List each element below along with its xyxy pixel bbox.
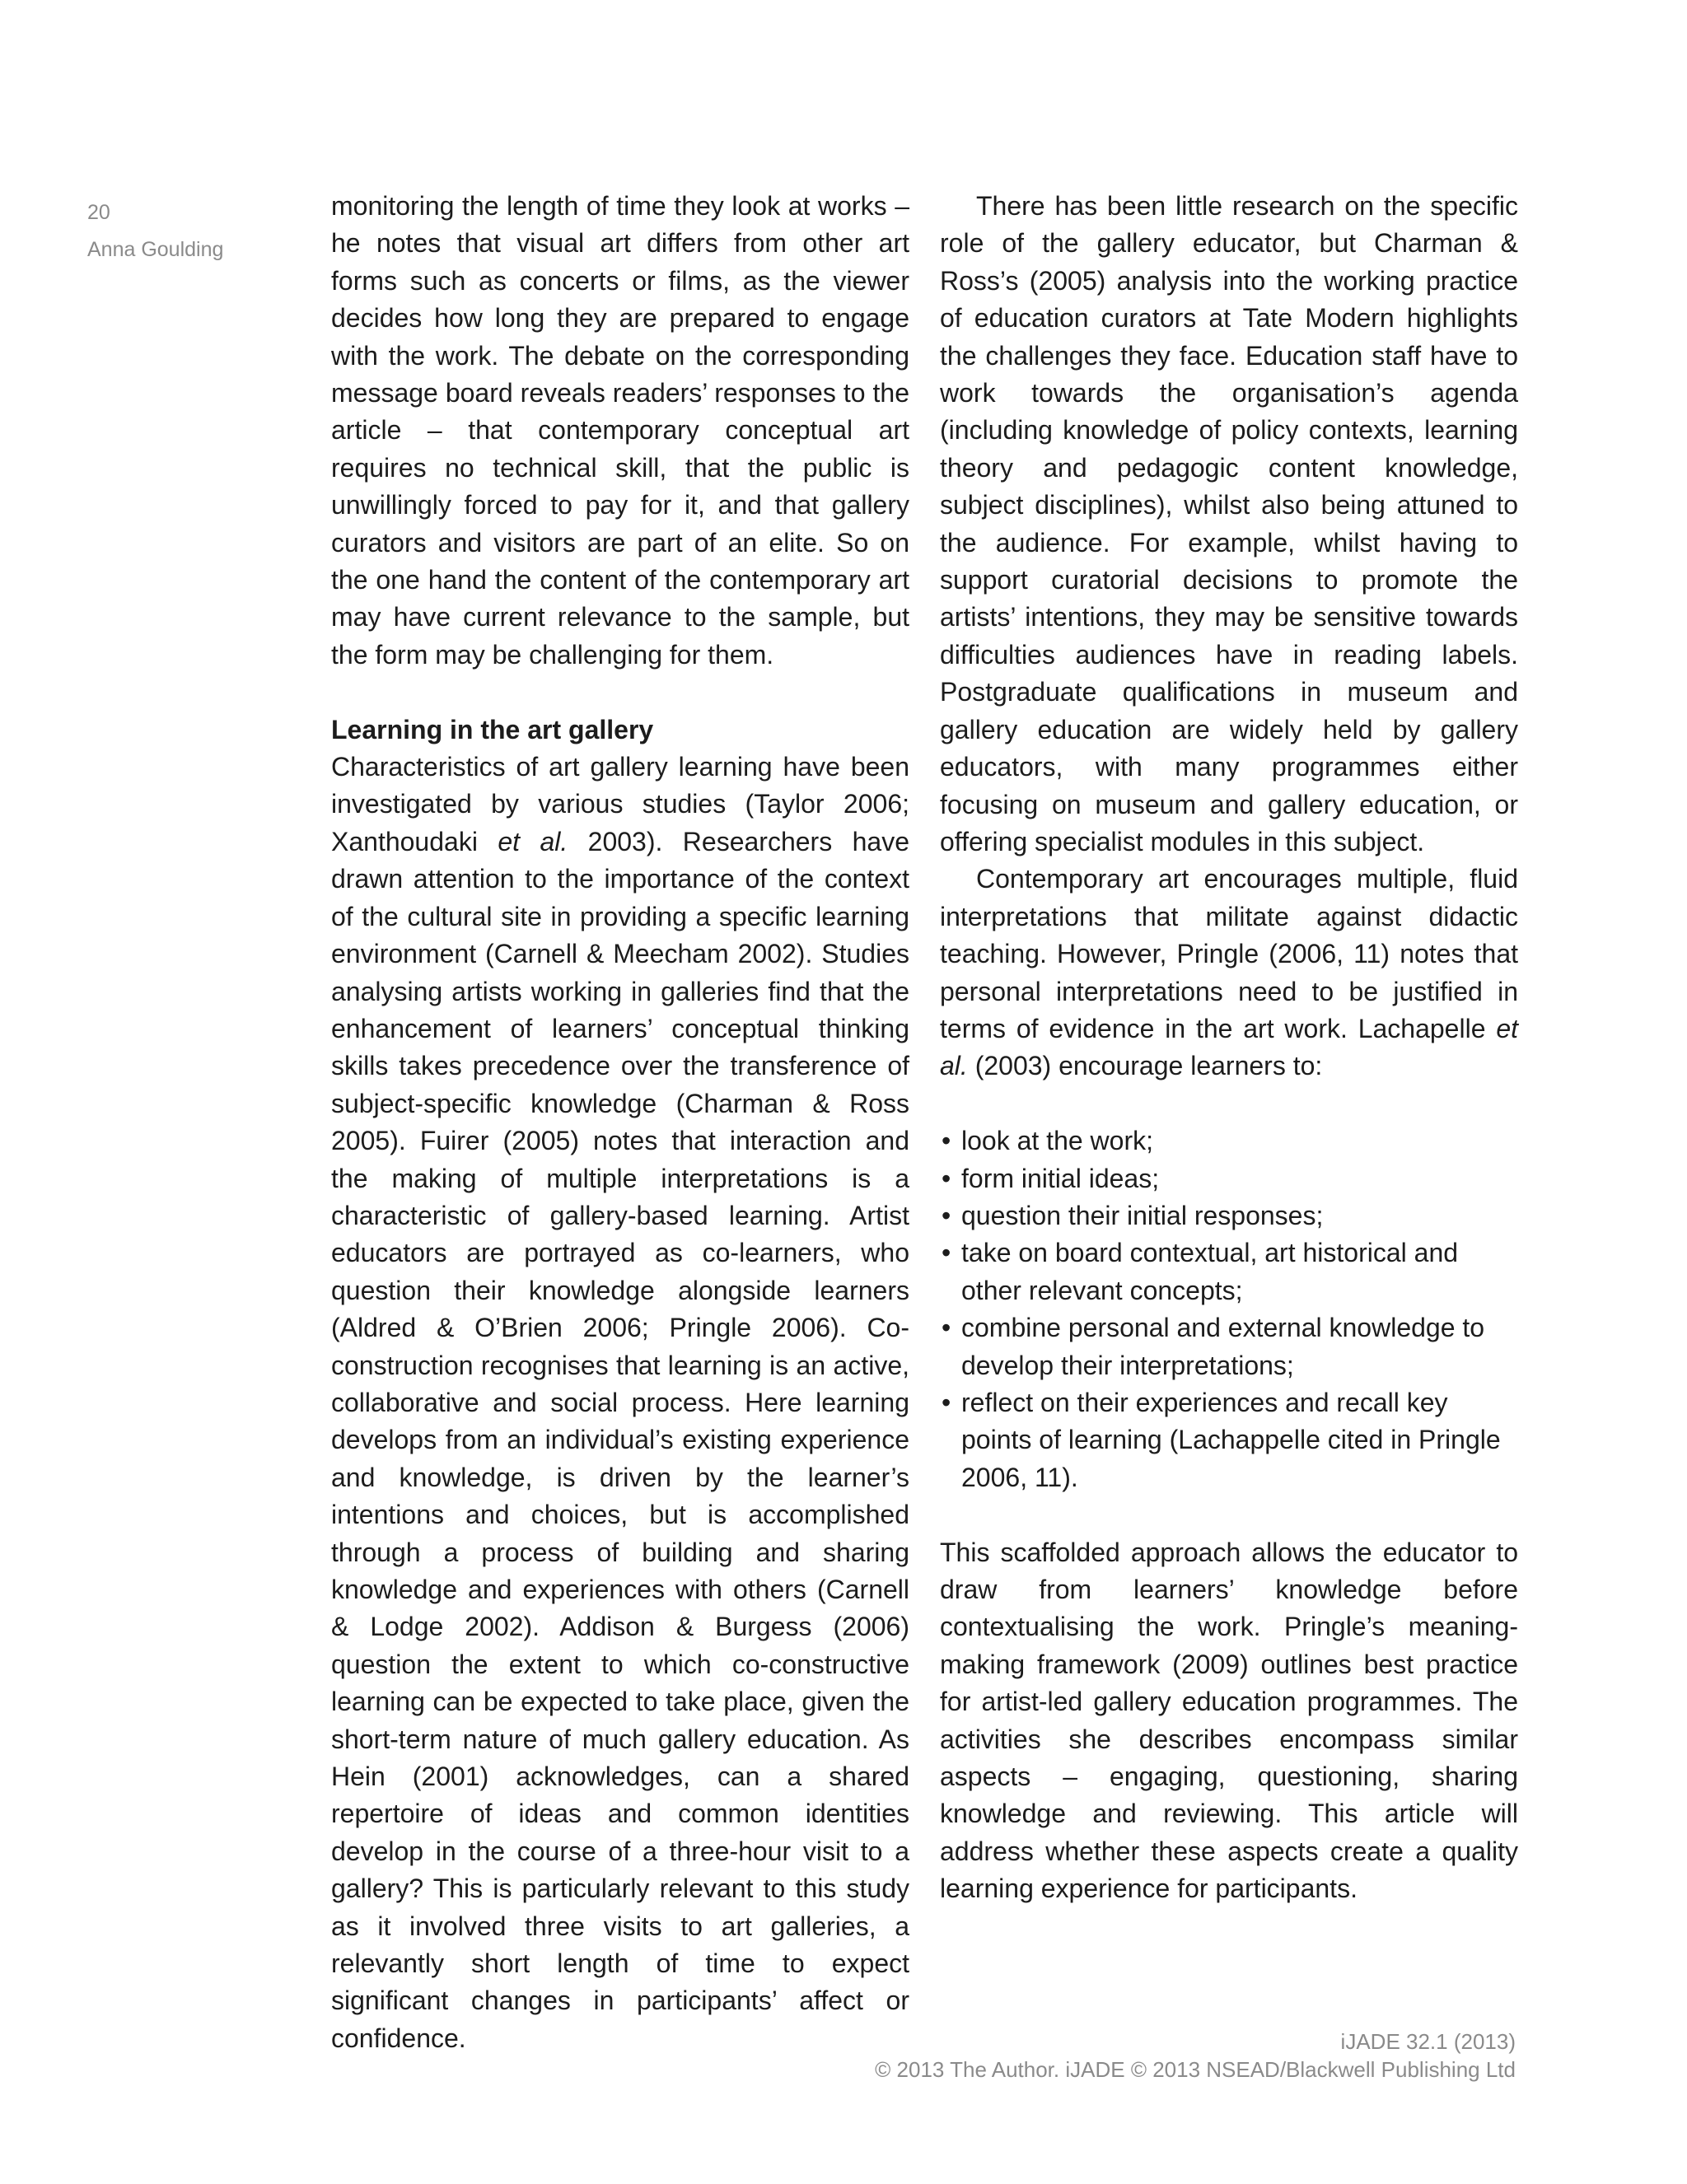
et-al-italic: et al.: [498, 826, 568, 856]
right-paragraph-2: [940, 861, 1518, 1085]
list-item: [940, 1309, 1518, 1384]
running-head: [87, 194, 285, 268]
list-item-text: question their initial responses;: [961, 1200, 1324, 1230]
bullet-icon: •: [942, 1387, 951, 1417]
bullet-icon: •: [942, 1313, 951, 1343]
left-paragraph-2-text-b: 2003). Researchers have drawn attention to the importance of the context of the cultural site in providing a specific learning environment (Carnell & Meecham 2002). Studies analysing artists working in galleries find that the enhancement of learners’ conceptual thinking skills takes precedence over the transference of subject-specific knowledge (Charman & Ross 2005). Fuirer (2005) notes that interaction and the making of multiple interpretations is a characteristic of gallery-based learning. Artist educators are portrayed as co-learners, who question their knowledge alongside learners (Aldred & O’Brien 2006; Pringle 2006). Co-construction recognises that learning is an active, collaborative and social process. Here learning develops from an individual’s existing experience and knowledge, is driven by the learner’s intentions and choices, but is accomplished through a process of building and sharing knowledge and experiences with others (Carnell & Lodge 2002). Addison & Burgess (2006) question the extent to which co-constructive learning can be expected to take place, given the short-term nature of much gallery education. As Hein (2001) acknowledges, can a shared repertoire of ideas and common identities develop in the course of a three-hour visit to a gallery? This is particularly relevant to this study as it involved three visits to art galleries, a relevantly short length of time to expect significant changes in participants’ affect or confidence.: [331, 826, 910, 2053]
bullet-icon: •: [942, 1238, 951, 1268]
list-item: [940, 1234, 1518, 1309]
right-paragraph-1: There has been little research on the specific role of the gallery educator, but Charman & Ross’s (2005) analysis into the working practice of education curators at Tate Modern highlights the challenges they face. Education staff have to work towards the organisation’s agenda (including knowledge of policy contexts, learning theory and pedagogic content knowledge, subject disciplines), whilst also being attuned to the audience. For example, whilst having to support curatorial decisions to promote the artists’ intentions, they may be sensitive towards difficulties audiences have in reading labels. Postgraduate qualifications in museum and gallery education are widely held by gallery educators, with many programmes either focusing on museum and gallery education, or offering specialist modules in this subject.: [940, 191, 1518, 856]
page-footer: [875, 2028, 1516, 2084]
journal-citation: iJADE 32.1 (2013): [1340, 2029, 1516, 2054]
left-paragraph-2: [331, 749, 909, 2057]
bullet-icon: •: [942, 1200, 951, 1230]
list-item-text: combine personal and external knowledge to develop their interpretations;: [961, 1313, 1485, 1380]
et-al-italic: et al.: [940, 1013, 1518, 1081]
bullet-icon: •: [942, 1126, 951, 1156]
section-heading: Learning in the art gallery: [331, 714, 654, 744]
right-column: [940, 188, 1518, 1908]
list-item: [940, 1160, 1518, 1197]
bullet-icon: •: [942, 1163, 951, 1193]
list-item-text: look at the work;: [961, 1126, 1153, 1156]
list-item-text: take on board contextual, art historical and other relevant concepts;: [961, 1238, 1459, 1305]
left-column: [331, 188, 909, 2057]
list-item: [940, 1197, 1518, 1234]
right-paragraph-2-text-a: Contemporary art encourages multiple, fluid interpretations that militate against didactic teaching. However, Pringle (2006, 11) notes that personal interpretations need to be justified in terms of evidence in the art work. Lachapelle: [940, 864, 1518, 1043]
page-number: 20: [87, 201, 110, 224]
left-paragraph-1: monitoring the length of time they look at works – he notes that visual art differs from other art forms such as concerts or films, as the viewer decides how long they are prepared to engage with the work. The debate on the corresponding message board reveals readers’ responses to the article – that contemporary conceptual art requires no technical skill, that the public is unwillingly forced to pay for it, and that gallery curators and visitors are part of an elite. So on the one hand the content of the contemporary art may have current relevance to the sample, but the form may be challenging for them.: [331, 191, 909, 670]
right-paragraph-3: This scaffolded approach allows the educator to draw from learners’ knowledge before contextualising the work. Pringle’s meaning-making framework (2009) outlines best practice for artist-led gallery education programmes. The activities she describes encompass similar aspects – engaging, questioning, sharing knowledge and reviewing. This article will address whether these aspects create a quality learning experience for participants.: [940, 1537, 1518, 1904]
bullet-list: [940, 1122, 1518, 1496]
right-paragraph-2-text-b: (2003) encourage learners to:: [967, 1051, 1323, 1081]
list-item-text: form initial ideas;: [961, 1163, 1160, 1193]
list-item-text: reflect on their experiences and recall key points of learning (Lachappelle cited in Pringle 2006, 11).: [961, 1387, 1501, 1492]
author-name: Anna Goulding: [87, 238, 224, 261]
left-paragraph-2-text-a: Characteristics of art gallery learning have been investigated by various studies (Taylor 2006; Xanthoudaki: [331, 752, 909, 856]
list-item: [940, 1122, 1518, 1160]
list-item: [940, 1384, 1518, 1496]
copyright-notice: © 2013 The Author. iJADE © 2013 NSEAD/Blackwell Publishing Ltd: [875, 2057, 1516, 2082]
